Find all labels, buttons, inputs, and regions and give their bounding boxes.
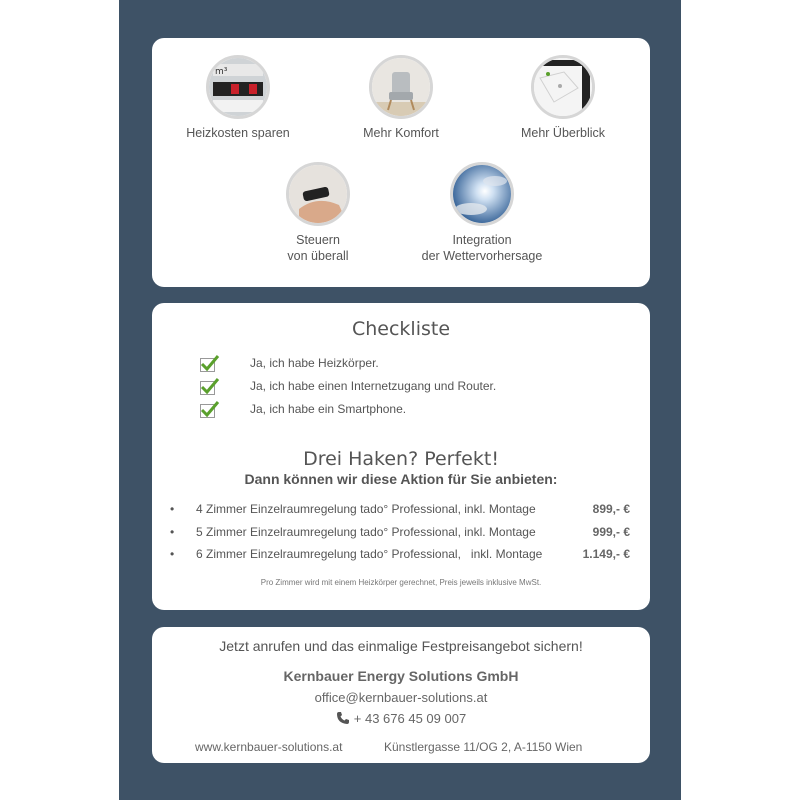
offer-row: [170, 502, 630, 520]
company-name: Kernbauer Energy Solutions GmbH: [283, 668, 519, 684]
svg-text:m³: m³: [215, 67, 228, 77]
price-note: Pro Zimmer wird mit einem Heizkörper gerechnet, Preis jeweils inklusive MwSt.: [260, 578, 542, 587]
checklist-item: [200, 353, 379, 373]
offer-row: [170, 525, 630, 543]
armchair-icon: [369, 55, 433, 119]
feature-label-line2: der Wettervorhersage: [421, 249, 543, 263]
checklist-card: [152, 303, 650, 610]
checklist-item: [200, 376, 496, 396]
offer-subheadline: Dann können wir diese Aktion für Sie anbieten:: [244, 471, 558, 487]
phone-number: + 43 676 45 09 007: [353, 711, 467, 726]
checklist-item-text: Ja, ich habe ein Smartphone.: [250, 402, 407, 416]
offer-headline: Drei Haken? Perfekt!: [303, 448, 499, 470]
phone-line[interactable]: [152, 711, 650, 728]
checklist-item-text: Ja, ich habe Heizkörper.: [250, 356, 379, 370]
checkbox-checked-icon: [200, 378, 218, 394]
offer-text: 4 Zimmer Einzelraumregelung tado° Professional, inkl. Montage: [196, 502, 536, 516]
feature-wetter: [414, 162, 550, 264]
offer-text: 6 Zimmer Einzelraumregelung tado° Professional, inkl. Montage: [196, 547, 543, 561]
checkbox-checked-icon: [200, 401, 218, 417]
feature-ueberblick: [495, 55, 631, 141]
feature-komfort: [333, 55, 469, 141]
offer-text: 5 Zimmer Einzelraumregelung tado° Professional, inkl. Montage: [196, 525, 536, 539]
feature-steuern: [250, 162, 386, 264]
sun-clouds-icon: [450, 162, 514, 226]
map-tablet-icon: [531, 55, 595, 119]
feature-label: Heizkosten sparen: [186, 126, 290, 140]
call-to-action: Jetzt anrufen und das einmalige Festpreisangebot sichern!: [219, 638, 583, 654]
offer-bullet: •: [170, 502, 175, 516]
offer-price: 1.149,- €: [582, 547, 630, 561]
checklist-item-text: Ja, ich habe einen Internetzugang und Router.: [250, 379, 497, 393]
feature-label: Mehr Komfort: [363, 126, 439, 140]
offer-price: 999,- €: [592, 525, 630, 539]
offer-bullet: •: [170, 547, 175, 561]
address: Künstlergasse 11/OG 2, A-1150 Wien: [384, 740, 583, 754]
heat-meter-icon: [206, 55, 270, 119]
offer-row: [170, 547, 630, 565]
feature-label: Mehr Überblick: [520, 126, 606, 140]
offer-price: 899,- €: [592, 502, 630, 516]
features-card: [152, 38, 650, 287]
feature-label-line1: Integration: [452, 233, 512, 247]
feature-label-line1: Steuern: [296, 233, 340, 247]
offer-bullet: •: [170, 525, 175, 539]
checklist-item: [200, 399, 406, 419]
smartphone-hand-icon: [286, 162, 350, 226]
phone-icon: [336, 711, 350, 728]
feature-heizkosten: [170, 55, 306, 141]
email-link[interactable]: office@kernbauer-solutions.at: [314, 690, 488, 705]
checklist-title: Checkliste: [351, 318, 451, 340]
website-link[interactable]: www.kernbauer-solutions.at: [195, 740, 343, 754]
feature-label-line2: von überall: [287, 249, 349, 263]
checkbox-checked-icon: [200, 355, 218, 371]
contact-card: [152, 627, 650, 763]
